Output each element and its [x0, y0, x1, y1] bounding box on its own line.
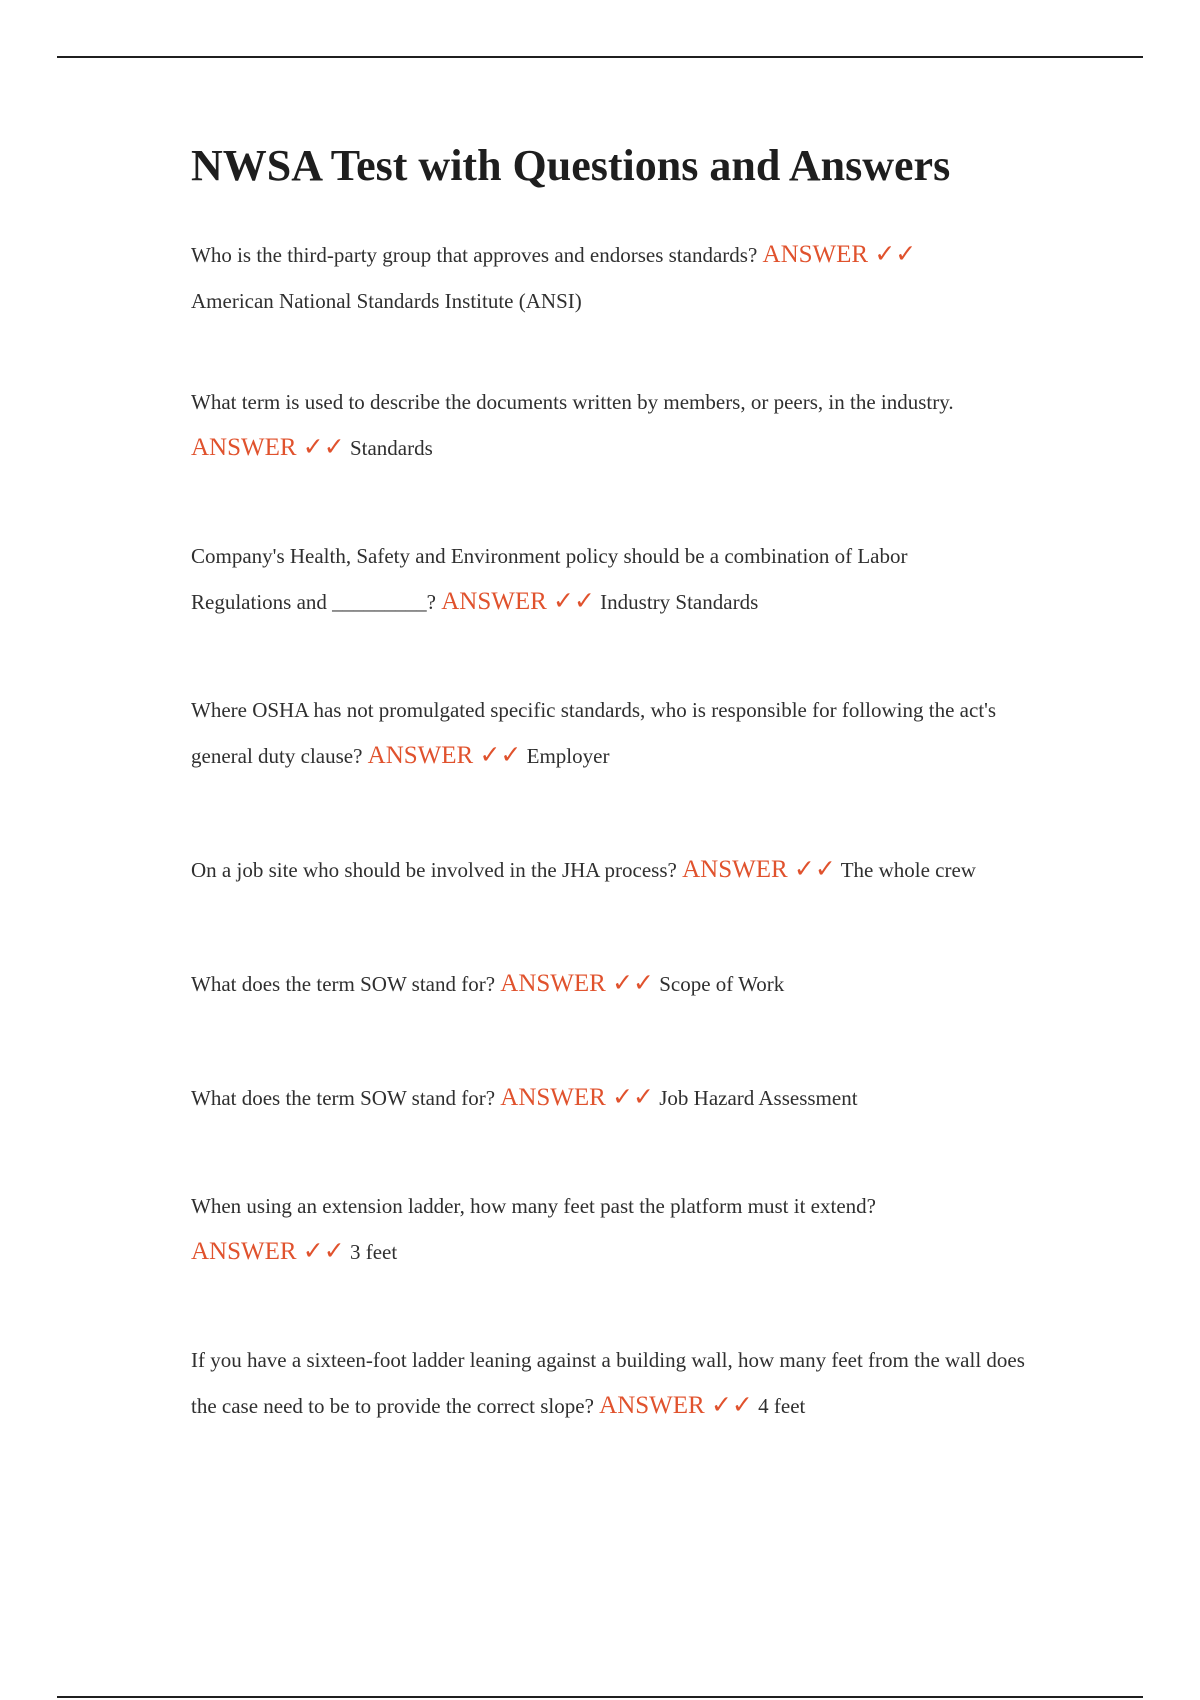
- answer-text: 4 feet: [758, 1394, 806, 1418]
- question-text: What does the term SOW stand for?: [191, 972, 496, 996]
- answer-label: ANSWER ✓✓: [441, 588, 595, 615]
- question-text: What does the term SOW stand for?: [191, 1086, 496, 1110]
- document-body: [191, 138, 1071, 1429]
- qa-item-4: [191, 687, 1041, 779]
- question-text: If you have a sixteen-foot ladder leaning against a building wall, how many feet from the wall does the case need to be to provide the correct slope?: [191, 1348, 1025, 1418]
- answer-label: ANSWER ✓✓: [191, 434, 345, 461]
- answer-label: ANSWER ✓✓: [367, 742, 522, 769]
- answer-label: ANSWER ✓✓: [682, 856, 836, 883]
- answer-text: Job Hazard Assessment: [659, 1086, 858, 1110]
- qa-item-2: [191, 379, 1041, 471]
- qa-item-1: [191, 232, 951, 324]
- qa-item-6: [191, 961, 1041, 1007]
- answer-label: ANSWER ✓✓: [599, 1392, 753, 1419]
- answer-label: ANSWER ✓✓: [762, 241, 917, 268]
- question-text: On a job site who should be involved in the JHA process?: [191, 858, 677, 882]
- question-text: Who is the third-party group that approves and endorses standards?: [191, 243, 758, 267]
- bottom-rule: [57, 1696, 1143, 1698]
- qa-item-9: [191, 1337, 1041, 1429]
- qa-item-5: [191, 847, 1071, 893]
- document-title: NWSA Test with Questions and Answers: [191, 141, 951, 190]
- answer-text: American National Standards Institute (ANSI): [191, 289, 582, 313]
- answer-text: The whole crew: [840, 858, 976, 882]
- question-text: When using an extension ladder, how many feet past the platform must it extend?: [191, 1194, 876, 1218]
- qa-item-3: [191, 533, 991, 625]
- answer-text: Industry Standards: [600, 590, 759, 614]
- question-text: Where OSHA has not promulgated specific standards, who is responsible for following the act's general duty clause?: [191, 698, 997, 768]
- answer-text: Standards: [349, 436, 433, 460]
- answer-text: Scope of Work: [659, 972, 785, 996]
- answer-text: 3 feet: [349, 1240, 398, 1264]
- answer-label: ANSWER ✓✓: [500, 970, 654, 997]
- top-rule: [57, 56, 1143, 58]
- question-text: Company's Health, Safety and Environment policy should be a combination of Labor Regulations and _________?: [191, 544, 908, 614]
- answer-label: ANSWER ✓✓: [191, 1238, 345, 1265]
- qa-item-8: [191, 1183, 971, 1275]
- question-text: What term is used to describe the documents written by members, or peers, in the industry.: [191, 390, 954, 414]
- answer-text: Employer: [526, 744, 610, 768]
- answer-label: ANSWER ✓✓: [500, 1084, 654, 1111]
- qa-item-7: [191, 1075, 1041, 1121]
